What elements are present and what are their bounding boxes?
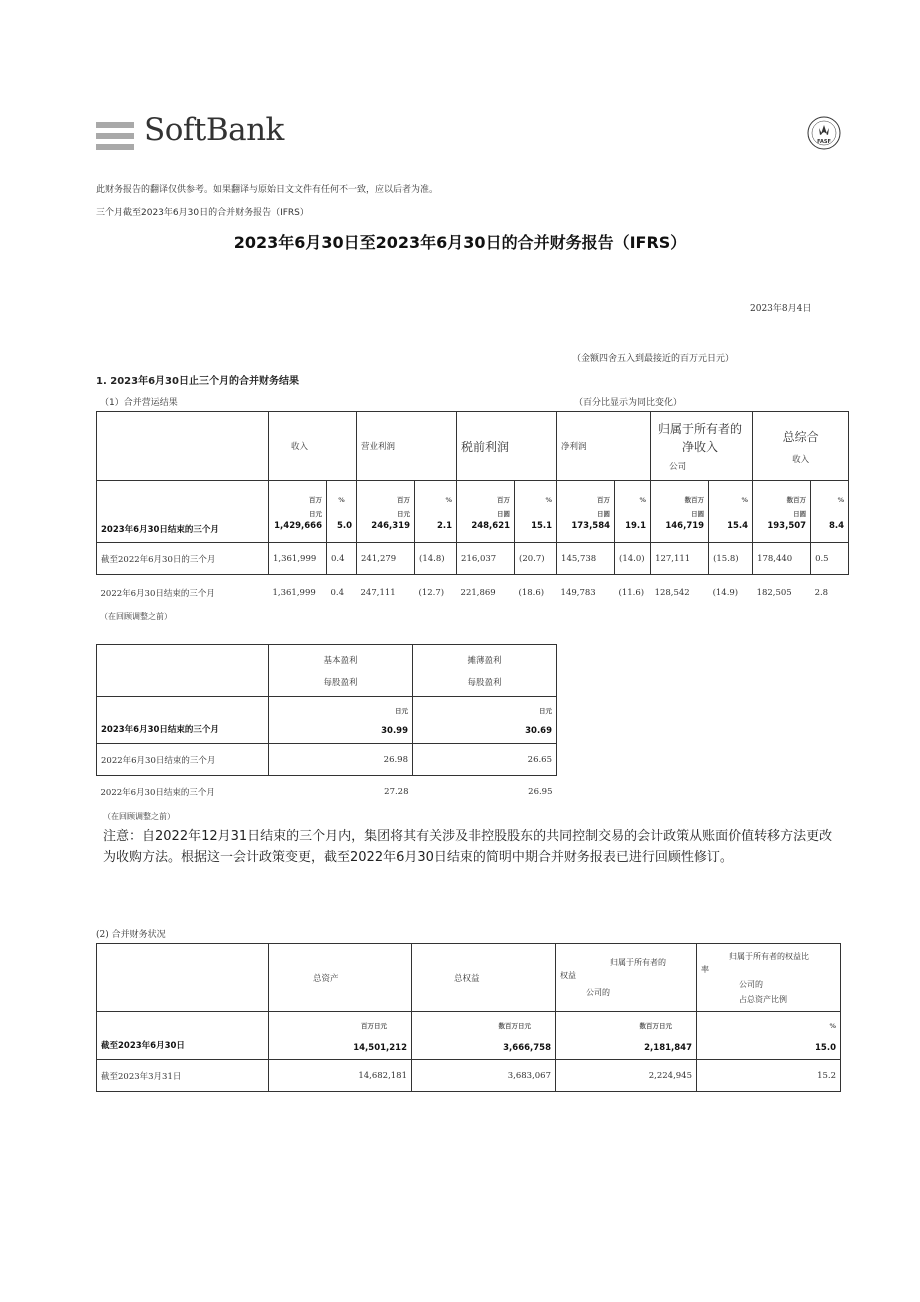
table-row: 截至2023年6月30日 百万日元 14,501,212 数百万日元 3,666,758 数百万日元 2,181,847 % 15.0 [97, 1012, 841, 1060]
col-total-assets: 总资产 [269, 944, 412, 1012]
accounting-note: 注意：自2022年12月31日结束的三个月内，集团将其有关涉及非控股股东的共同控制交易的会计政策从账面价值转移方法更改为收购方法。根据这一会计政策变更，截至2022年6月30日结束的简明中期合并财务报表已进行回顾性修订。 [103, 829, 833, 865]
col-net-income-owners: 归属于所有者的净收入 公司 [651, 412, 753, 481]
report-subtitle: 三个月截至2023年6月30日的合并财务报告（IFRS） [96, 208, 309, 218]
financial-position-table [96, 943, 841, 1092]
table-row: 2023年6月30日结束的三个月 百万 日元 1,429,666 % 5.0 百万 日元 246,319 % 2.1 百万 日圆 248,621 % 15.1 百万 日圆 173,584 % 19.1 数百万 日圆 146,719 % 15.4 数百万 日圆 193,507 % 8.4 [97, 481, 849, 543]
softbank-logo: SoftBank [144, 112, 284, 148]
col-pretax-income: 税前利润 [457, 412, 557, 481]
table-row: 2022年6月30日结束的三个月 26.98 26.65 [97, 744, 557, 776]
footnote-2: （在回顾调整之前） [103, 812, 175, 821]
amount-note: （金额四舍五入到最接近的百万元日元） [572, 354, 735, 364]
row-label: 截至2022年6月30日的三个月 [97, 543, 269, 575]
col-total-equity: 总权益 [412, 944, 556, 1012]
pct-note: （百分比显示为同比变化） [574, 398, 683, 408]
col-revenue: 收入 [269, 412, 357, 481]
footnote-1: （在回顾调整之前） [100, 612, 172, 621]
svg-text:FASF: FASF [817, 139, 831, 145]
table-header-row [97, 645, 557, 697]
row-label: 2023年6月30日结束的三个月 [97, 481, 269, 543]
col-equity-owners: 归属于所有者的 权益 公司的 [556, 944, 697, 1012]
header-blank [97, 412, 269, 481]
section1-heading: 1. 2023年6月30日止三个月的合并财务结果 [96, 376, 299, 387]
col-equity-ratio: 归属于所有者的权益比 率 公司的 占总资产比例 [697, 944, 841, 1012]
softbank-logo-bars [96, 122, 134, 150]
table-row: 2022年6月30日结束的三个月 1,361,999 0.4 247,111 (12.7) 221,869 (18.6) 149,783 (11.6) 128,542 (14.9) 182,505 2.8 [97, 575, 849, 611]
fasf-seal-icon [807, 116, 841, 150]
section2-heading: (2) 合并财务状况 [96, 930, 166, 940]
col-diluted-eps: 摊薄盈利 每股盈利 [413, 645, 557, 697]
eps-table [96, 644, 557, 808]
table-header-row [97, 944, 841, 1012]
row-label: 2022年6月30日结束的三个月 [100, 588, 215, 599]
table-row: 2022年6月30日结束的三个月 27.28 26.95 [100, 786, 553, 798]
table-header-row [97, 412, 849, 481]
operating-results-table [96, 411, 849, 611]
table-row: 截至2023年3月31日 14,682,181 3,683,067 2,224,945 15.2 [97, 1060, 841, 1092]
col-operating-income: 营业利润 [357, 412, 457, 481]
col-net-income: 净利润 [557, 412, 651, 481]
table-row: 截至2022年6月30日的三个月 1,361,999 0.4 241,279 (14.8) 216,037 (20.7) 145,738 (14.0) 127,111 (15.8) 178,440 0.5 [97, 543, 849, 575]
col-basic-eps: 基本盈利 每股盈利 [269, 645, 413, 697]
table-row: 2023年6月30日结束的三个月 日元 30.99 日元 30.69 [97, 697, 557, 744]
page-title: 2023年6月30日至2023年6月30日的合并财务报告（IFRS） [233, 233, 687, 252]
section1-sub: （1）合并营运结果 [100, 398, 178, 408]
disclaimer: 此财务报告的翻译仅供参考。如果翻译与原始日文文件有任何不一致，应以后者为准。 [96, 185, 439, 195]
col-comprehensive-income: 总综合 收入 [753, 412, 849, 481]
report-date: 2023年8月4日 [750, 304, 812, 314]
